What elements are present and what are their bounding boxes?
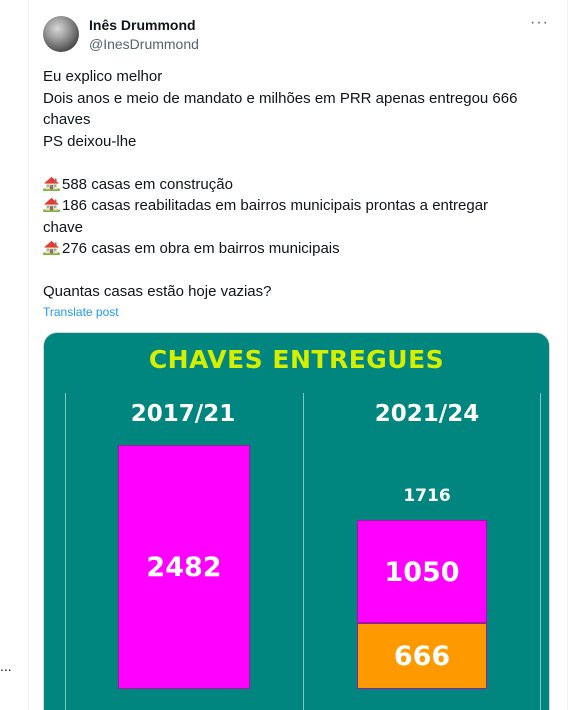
post-text-line [43, 260, 543, 282]
post-text-line [43, 217, 543, 239]
author-name[interactable]: Inês Drummond [89, 17, 196, 33]
post-text-line [43, 238, 543, 260]
post-text-segment: Eu explico melhor [43, 68, 163, 85]
bar-value-label: 1050 [384, 556, 460, 588]
post-text-segment: chaves [43, 111, 91, 128]
bar-value-label: 2482 [146, 551, 222, 583]
post-text-segment: Dois anos e meio de mandato e milhões em PRR apenas entregou 666 [43, 89, 518, 107]
avatar[interactable] [43, 16, 79, 52]
post-text-line [43, 281, 543, 303]
chart-divider [303, 393, 304, 710]
post-text-segment: PS deixou-lhe [43, 132, 137, 150]
more-options-icon[interactable]: ··· [530, 14, 549, 31]
post-text-segment: 276 casas em obra em bairros municipais [62, 240, 340, 257]
house-icon [43, 176, 60, 191]
translate-post-link[interactable]: Translate post [43, 305, 119, 319]
post-text [43, 66, 543, 303]
bar-value-label: 666 [393, 641, 451, 673]
chart-bar [118, 445, 250, 689]
left-overflow-dots: ... [0, 658, 12, 674]
post-text-segment: 588 casas em construção [62, 175, 233, 193]
chart-bar [357, 520, 487, 623]
category-label: 2017/21 [130, 401, 236, 427]
chart-divider [65, 393, 66, 710]
chart-bar [357, 623, 487, 689]
post-text-line [43, 109, 543, 131]
category-label: 2021/24 [374, 401, 480, 427]
post-text-line [43, 66, 543, 88]
stack-total-label: 1716 [403, 486, 451, 507]
chart-divider [540, 393, 541, 710]
post-text-segment: Quantas casas estão hoje vazias? [43, 283, 272, 300]
post-text-line [43, 195, 543, 217]
post-header [43, 14, 553, 58]
author-handle[interactable]: @InesDrummond [89, 36, 199, 52]
post-text-segment: 186 casas reabilitadas em bairros municipais prontas a entregar [62, 197, 489, 214]
post-text-line [43, 174, 543, 196]
post-image-chart[interactable] [43, 332, 550, 710]
post-text-line [43, 152, 543, 174]
post-text-line [43, 131, 543, 153]
post-text-line [43, 88, 543, 110]
post-text-segment: chave [43, 218, 84, 236]
house-icon [43, 240, 60, 255]
chart-title: CHAVES ENTREGUES [148, 345, 445, 374]
house-icon [43, 197, 60, 212]
post-card[interactable] [28, 0, 568, 710]
